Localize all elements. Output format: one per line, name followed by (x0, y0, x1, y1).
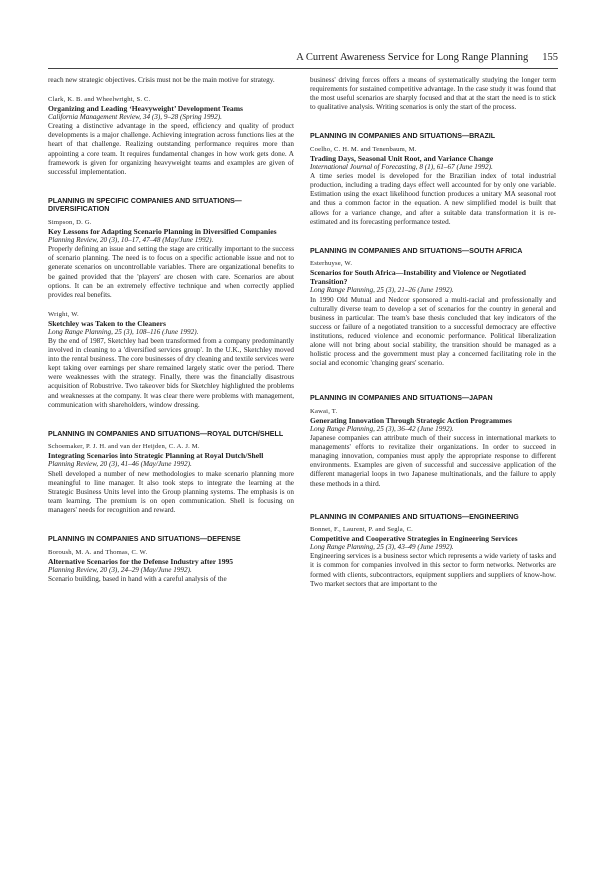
abstract-entry (310, 407, 556, 489)
left-column (48, 76, 294, 584)
section-heading: PLANNING IN COMPANIES AND SITUATIONS—ENGINEERING (310, 512, 519, 521)
header-rule (48, 68, 558, 69)
entry-title: Key Lessons for Adapting Scenario Planning in Diversified Companies (48, 227, 277, 237)
entry-citation: Long Range Planning, 25 (3), 43–49 (June 1992). (310, 543, 454, 552)
page-number: 155 (542, 52, 558, 63)
entry-title: Competitive and Cooperative Strategies in Engineering Services (310, 534, 518, 544)
entry-title: Alternative Scenarios for the Defense Industry after 1995 (48, 556, 234, 566)
abstract-entry (310, 145, 556, 227)
entry-citation: International Journal of Forecasting, 8 (1), 61–67 (June 1992). (310, 163, 493, 172)
abstract-entry (48, 442, 294, 515)
section-heading: PLANNING IN COMPANIES AND SITUATIONS—BRAZIL (310, 132, 496, 141)
abstract-entry (310, 525, 556, 589)
entry-abstract: Creating a distinctive advantage in the speed, efficiency and quality of product developments is a major challenge. Achieving integration across functions lies at the heart of that challenge. Realizing outstanding performance requires more than appointing a core team. It requires fundamental changes in how work gets done. A framework is given for organizing heavyweight teams and examples are given of successful implementation. (48, 122, 294, 176)
entry-abstract: Japanese companies can attribute much of their success in international markets to managements' efforts to revitalize their organizations. In order to succeed in managing innovation, companies must apply the appropriate response to different environments. Examples are given of successful and successive application of the different managerial loops in two Japanese multinationals, and the failure to apply these methods in a third. (310, 434, 556, 488)
right-column (310, 76, 556, 589)
entry-title: Sketchley was Taken to the Cleaners (48, 318, 166, 328)
entry-abstract: Scenario building, based in hand with a careful analysis of the (48, 574, 227, 583)
entry-abstract: By the end of 1987, Sketchley had been transformed from a company predominantly involved in cleaning to a 'diversified services group'. In the U.K., Sketchley moved into the rental business. The core businesses of dry cleaning and textile services were kept taking over earnings per share remained largely static over the period. There were weaknesses with the strategy. Finally, there was the financially disastrous acquisition of Robustrive. Two takeover bids for Sketchley highlighted the problems and weaknesses at the company. It was clear there were problems with management, communication with shareholders, window dressing. (48, 336, 294, 409)
continuation-text: reach new strategic objectives. Crisis must not be the main motive for strategy. (48, 76, 275, 84)
entry-title: Integrating Scenarios into Strategic Planning at Royal Dutch/Shell (48, 451, 264, 461)
entry-authors: Coelho, C. H. M. and Tenenbaum, M. (310, 145, 417, 153)
section-heading: PLANNING IN COMPANIES AND SITUATIONS—SOUTH AFRICA (310, 246, 523, 255)
section-heading: PLANNING IN COMPANIES AND SITUATIONS—JAPAN (310, 394, 493, 403)
entry-authors: Wright, W. (48, 310, 79, 318)
entry-abstract: A time series model is developed for the Brazilian index of total industrial production, including a trading days effect well accounted for by only one variable. Estimation using the exact likelihood function produces a unitary MA seasonal root and thus a common factor in the equation. A new simplified model is built that allows for a variance change, and after a suitable data transformation it is re-estimated and its forecasting performance tested. (310, 172, 556, 226)
entry-citation: Planning Review, 20 (3), 24–29 (May/June 1992). (48, 565, 192, 574)
entry-authors: Kawai, T. (310, 407, 338, 415)
entry-citation: Long Range Planning, 25 (3), 108–116 (June 1992). (48, 327, 199, 336)
abstract-entry (48, 218, 294, 300)
entry-title: Scenarios for South Africa—Instability and Violence or Negotiated Transition? (310, 268, 526, 287)
entry-authors: Schoemaker, P. J. H. and van der Heijden, C. A. J. M. (48, 443, 200, 451)
entry-citation: Long Range Planning, 25 (3), 21–26 (June 1992). (310, 286, 454, 295)
abstract-entry (48, 310, 294, 410)
abstract-entry (48, 548, 294, 584)
entry-title: Generating Innovation Through Strategic Action Programmes (310, 415, 512, 425)
running-title: A Current Awareness Service for Long Range Planning (296, 52, 529, 63)
entry-authors: Esterhuyse, W. (310, 260, 353, 268)
entry-authors: Bonnet, F., Laurent, P. and Segla, C. (310, 526, 414, 534)
entry-authors: Clark, K. B. and Wheelwright, S. C. (48, 96, 151, 104)
abstract-entry (310, 259, 556, 368)
section-heading: PLANNING IN SPECIFIC COMPANIES AND SITUATIONS—DIVERSIFICATION (48, 196, 242, 214)
running-head (200, 52, 558, 63)
section-heading: PLANNING IN COMPANIES AND SITUATIONS—DEFENSE (48, 534, 241, 543)
entry-citation: Long Range Planning, 25 (3), 36–42 (June 1992). (310, 424, 454, 433)
entry-abstract: Properly defining an issue and setting the stage are critically important to the success of scenario planning. The need is to focus on a specific actionable issue and not to generate scenarios on uncontrollable variables. There are organizational benefits to be gained provided that the 'players' are chosen with care. Scenarios are about options. It can be an extremely effective technique and when correctly applied provides real benefits. (48, 245, 294, 299)
entry-title: Trading Days, Seasonal Unit Root, and Variance Change (310, 154, 494, 164)
entry-authors: Simpson, D. G. (48, 219, 92, 227)
entry-abstract: Shell developed a number of new methodologies to make scenario planning more meaningful to line manager. It also took steps to integrate the learning at the Strategic Business Units level into the Group planning systems. The emphasis is on team learning. The premium is on open communication. Shell is focusing on managers' needs for recognition and reward. (48, 469, 294, 514)
continuation-text: business' driving forces offers a means of systematically studying the longer term requirements for sustained competitive advantage. In the case study it was found that the most useful scenarios are sharply focused and that at the start the need is to stick to qualitative analysis. Writing scenarios is only the start of the process. (310, 76, 556, 112)
entry-citation: Planning Review, 20 (3), 41–46 (May/June 1992). (48, 460, 192, 469)
entry-authors: Boroush, M. A. and Thomas, C. W. (48, 548, 148, 556)
entry-citation: California Management Review, 34 (3), 9–28 (Spring 1992). (48, 113, 222, 122)
entry-citation: Planning Review, 20 (3), 10–17, 47–48 (May/June 1992). (48, 236, 214, 245)
entry-abstract: In 1990 Old Mutual and Nedcor sponsored a multi-racial and professionally and culturally diverse team to develop a set of scenarios for the country in general and business in particular. The team's base thesis concluded that key indicators of the success or failure of a negotiated transition to a successful democracy are effective institutions, reduced violence and economic performance. Political liberalization alone will not bring about social stability, the transition should be managed as a holistic process and the government must play a concerned facilitating role in the social and economic 'changing gears' scenario. (310, 295, 556, 368)
entry-title: Organizing and Leading ‘Heavyweight’ Development Teams (48, 104, 243, 114)
section-heading: PLANNING IN COMPANIES AND SITUATIONS—ROYAL DUTCH/SHELL (48, 429, 284, 438)
entry-abstract: Engineering services is a business sector which represents a wide variety of tasks and it is common for companies involved in this sector to form networks. Networks are formed with clients, subcontractors, equipment suppliers and suppliers of know-how. Two market sectors that are important to the (310, 552, 556, 588)
abstract-entry (48, 95, 294, 177)
